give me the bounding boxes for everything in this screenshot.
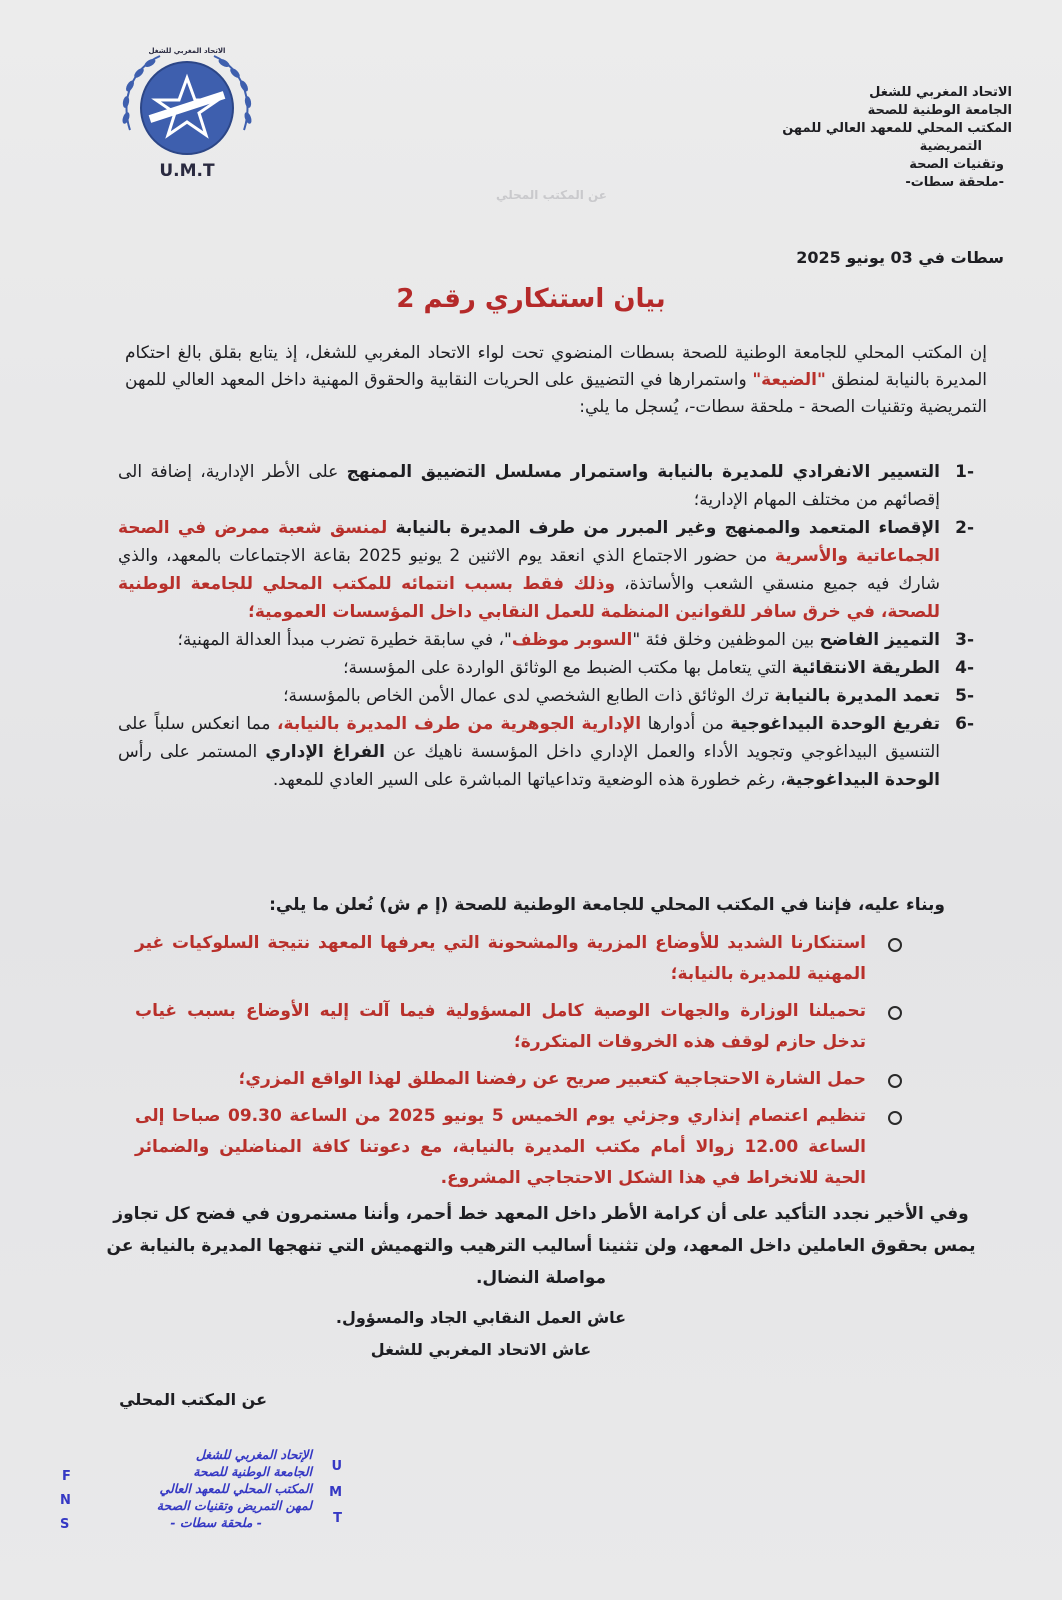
list-item — [118, 654, 974, 682]
bullet-circle-icon — [888, 938, 902, 952]
grievances-list — [118, 458, 974, 794]
document-title: بيان استنكاري رقم 2 — [396, 284, 666, 314]
item-red: لمنسق شعبة ممرض في الصحة الجماعاتية والأسرية — [118, 518, 941, 566]
umt-logo — [112, 40, 262, 182]
item-text: ترك الوثائق ذات الطابع الشخصي لدى عمال الأمن الخاص بالمؤسسة؛ — [283, 686, 775, 706]
item-number: -5 — [955, 686, 974, 706]
slogans — [0, 1302, 1062, 1366]
item-number: -3 — [955, 630, 974, 650]
item-text: بين الموظفين وخلق فئة " — [632, 630, 820, 650]
stamp-line: لمهن التمريض وتقنيات الصحة — [156, 1498, 312, 1513]
intro-text: إن المكتب المحلي للجامعة الوطنية للصحة بسطات المنضوي تحت لواء الاتحاد المغربي للشغل، إذ يتابع بقلق بالغ احتكام المديرة بالنيابة لمنطق — [125, 343, 987, 390]
item-bold: تفريغ الوحدة البيداغوجية — [730, 714, 940, 734]
bullet-text: استنكارنا الشديد للأوضاع المزرية والمشحونة التي يعرفها المعهد نتيجة السلوكيات غير المهنية للمديرة بالنيابة؛ — [135, 933, 866, 984]
list-item — [118, 514, 974, 626]
stamp-letter: S — [60, 1517, 70, 1532]
item-text: من أدوارها — [641, 714, 731, 734]
stamp-line: الجامعة الوطنية للصحة — [193, 1464, 312, 1479]
item-bold-3: الوحدة البيداغوجية — [785, 770, 940, 790]
org-line: الجامعة الوطنية للصحة — [867, 103, 1012, 118]
slogan-line: عاش العمل النقابي الجاد والمسؤول. — [335, 1308, 627, 1327]
stamp-letter: N — [60, 1493, 71, 1508]
bullet-text: تنظيم اعتصام إنذاري وجزئي يوم الخميس 5 يونيو 2025 من الساعة 09.30 صباحا إلى الساعة 12.00 زوالا أمام مكتب المديرة بالنيابة، مع دعوتنا كافة المناضلين والضمائر الحية للانخراط في هذا الشكل الاحتجاجي المشروع. — [135, 1106, 867, 1188]
signature-label: عن المكتب المحلي — [119, 1390, 267, 1409]
bullet-circle-icon — [888, 1006, 902, 1020]
org-line: وتقنيات الصحة — [909, 157, 1004, 172]
faint-bleed-text: عن المكتب المحلي — [496, 188, 607, 202]
conclusion-intro: وبناء عليه، فإننا في المكتب المحلي للجامعة الوطنية للصحة (إ م ش) نُعلن ما يلي: — [269, 895, 945, 915]
stamp-line: - ملحقة سطات - — [170, 1515, 262, 1530]
item-red-2: وذلك فقط بسبب انتمائه للمكتب المحلي للجامعة الوطنية للصحة، في خرق سافر للقوانين المنظمة للعمل النقابي داخل المؤسسات العمومية؛ — [118, 574, 940, 622]
final-paragraph: وفي الأخير نجدد التأكيد على أن كرامة الأطر داخل المعهد خط أحمر، وأننا مستمرون في فضح كل تجاوز يمس بحقوق العاملين داخل المعهد، ولن تثنينا أساليب الترهيب والتهميش التي تنهجها المديرة بالنيابة عن مواصلة النضال. — [106, 1204, 976, 1288]
org-line: التمريضية — [919, 139, 982, 154]
item-bold: التسيير الانفرادي للمديرة بالنيابة واستمرار مسلسل التضييق الممنهج — [346, 462, 940, 482]
item-bold: الطريقة الانتقائية — [791, 658, 940, 678]
item-text-2: مما انعكس سلباً على التنسيق البيداغوجي وتجويد الأداء والعمل الإداري داخل المؤسسة ناهيك عن — [118, 714, 940, 762]
intro-paragraph — [125, 340, 987, 421]
intro-text-end: واستمرارها في التضييق على الحريات النقابية والحقوق المهنية داخل المعهد العالي للمهن التمريضية وتقنيات الصحة - ملحقة سطات-، يُسجل ما يلي: — [125, 370, 987, 417]
list-item — [118, 458, 974, 514]
item-number: -1 — [955, 462, 974, 482]
list-item — [135, 996, 902, 1058]
stamp-letter: U — [331, 1459, 342, 1474]
list-item — [118, 710, 974, 794]
item-text-3: المستمر على رأس — [118, 742, 266, 762]
document-date: سطات في 03 يونيو 2025 — [796, 248, 1004, 267]
org-line: -ملحقة سطات- — [905, 175, 1004, 190]
stamp-line: المكتب المحلي للمعهد العالي — [159, 1481, 312, 1496]
stamp-line: الإتحاد المغربي للشغل — [195, 1447, 312, 1462]
logo-ring-text: الاتحاد المغربي للشغل — [148, 47, 226, 55]
bullet-circle-icon — [888, 1074, 902, 1088]
item-text: من حضور الاجتماع الذي انعقد يوم الاثنين 2 يونيو 2025 بقاعة الاجتماعات بالمعهد، والذي شارك فيه جميع منسقي الشعب والأساتذة، — [118, 546, 941, 594]
org-line: المكتب المحلي للمعهد العالي للمهن — [782, 121, 1012, 136]
logo-text: U.M.T — [159, 161, 215, 181]
item-number: -2 — [955, 518, 974, 538]
item-bold: تعمد المديرة بالنيابة — [774, 686, 940, 706]
item-bold: التمييز الفاضح — [819, 630, 940, 650]
stamp-letter: M — [329, 1485, 342, 1500]
item-bold-2: الفراغ الإداري — [265, 742, 385, 762]
intro-highlight: "الضيعة" — [752, 370, 826, 390]
list-item — [118, 626, 974, 654]
bullet-circle-icon — [888, 1111, 902, 1125]
stamp-text — [157, 1446, 312, 1531]
list-item — [135, 1064, 902, 1095]
org-line: الاتحاد المغربي للشغل — [869, 85, 1012, 100]
official-stamp — [52, 1440, 342, 1570]
item-number: -6 — [955, 714, 974, 734]
stamp-letter: F — [62, 1469, 71, 1484]
organization-header — [782, 84, 1012, 192]
item-red: السوبر موظف — [511, 630, 633, 650]
slogan-line: عاش الاتحاد المغربي للشغل — [370, 1340, 592, 1359]
list-item — [135, 1101, 902, 1194]
list-item — [118, 682, 974, 710]
item-red: الإدارية الجوهرية من طرف المديرة بالنيابة، — [277, 714, 642, 734]
item-text-4: ، رغم خطورة هذه الوضعية وتداعياتها المباشرة على السير العادي للمعهد. — [272, 770, 786, 790]
item-number: -4 — [955, 658, 974, 678]
demands-list — [135, 928, 902, 1200]
item-text-2: "، في سابقة خطيرة تضرب مبدأ العدالة المهنية؛ — [177, 630, 512, 650]
bullet-text: تحميلنا الوزارة والجهات الوصية كامل المسؤولية فيما آلت إليه الأوضاع بسبب غياب تدخل حازم لوقف هذه الخروقات المتكررة؛ — [135, 1001, 866, 1052]
item-text: التي يتعامل بها مكتب الضبط مع الوثائق الواردة على المؤسسة؛ — [343, 658, 792, 678]
bullet-text: حمل الشارة الاحتجاجية كتعبير صريح عن رفضنا المطلق لهذا الواقع المزري؛ — [238, 1069, 866, 1089]
item-text: على الأطر الإدارية، إضافة الى إقصائهم من مختلف المهام الإدارية؛ — [118, 462, 940, 510]
item-bold: الإقصاء المتعمد والممنهج وغير المبرر من طرف المديرة بالنيابة — [387, 518, 940, 538]
list-item — [135, 928, 902, 990]
stamp-letter: T — [333, 1511, 342, 1526]
